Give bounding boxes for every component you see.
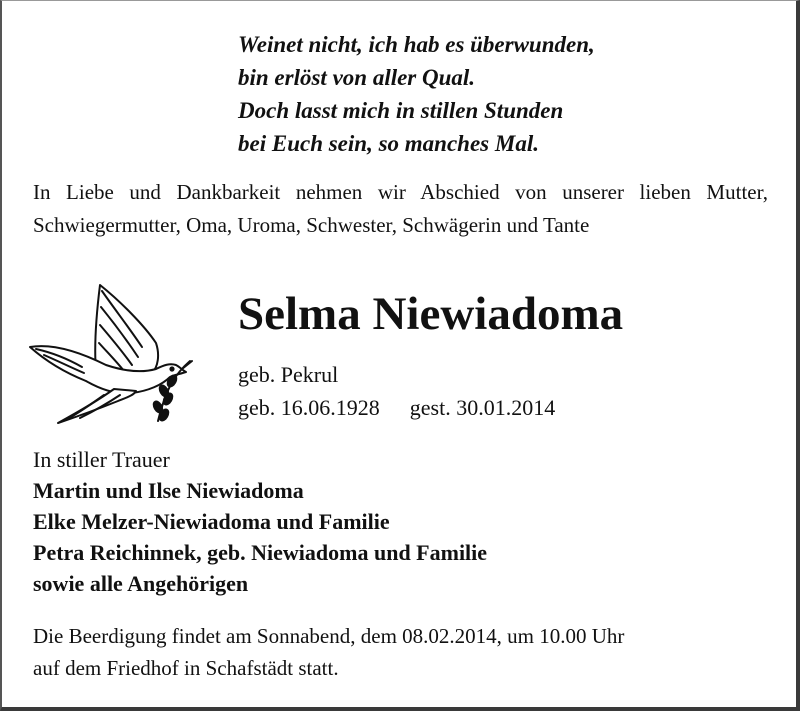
birth-date: geb. 16.06.1928 [238,395,380,420]
mourner-name: Martin und Ilse Niewiadoma [33,478,304,503]
poem-line: Weinet nicht, ich hab es überwunden, [238,32,595,57]
mourner-name: sowie alle Angehörigen [33,571,249,596]
deceased-name: Selma Niewiadoma [238,288,624,340]
mourner-name: Petra Reichinnek, geb. Niewiadoma und Familie [33,540,488,565]
mourners-heading: In stiller Trauer [33,447,170,472]
dove-with-olive-branch-icon [24,277,196,427]
poem-line: bei Euch sein, so manches Mal. [238,131,539,156]
birth-name: geb. Pekrul [238,362,339,387]
mourners-block [33,444,487,599]
poem-line: bin erlöst von aller Qual. [238,65,476,90]
funeral-line: Die Beerdigung findet am Sonnabend, dem 08.02.2014, um 10.00 Uhr [33,624,625,648]
mourner-name: Elke Melzer-Niewiadoma und Familie [33,509,390,534]
poem-line: Doch lasst mich in stillen Stunden [238,98,564,123]
funeral-line: auf dem Friedhof in Schafstädt statt. [33,656,339,680]
intro-text: In Liebe und Dankbarkeit nehmen wir Abschied von unserer lieben Mutter, Schwiegermutter, Oma, Uroma, Schwester, Schwägerin und Tante [33,180,768,237]
death-date: gest. 30.01.2014 [409,395,556,420]
poem [238,28,595,160]
life-dates [238,393,555,423]
funeral-info [33,620,773,684]
